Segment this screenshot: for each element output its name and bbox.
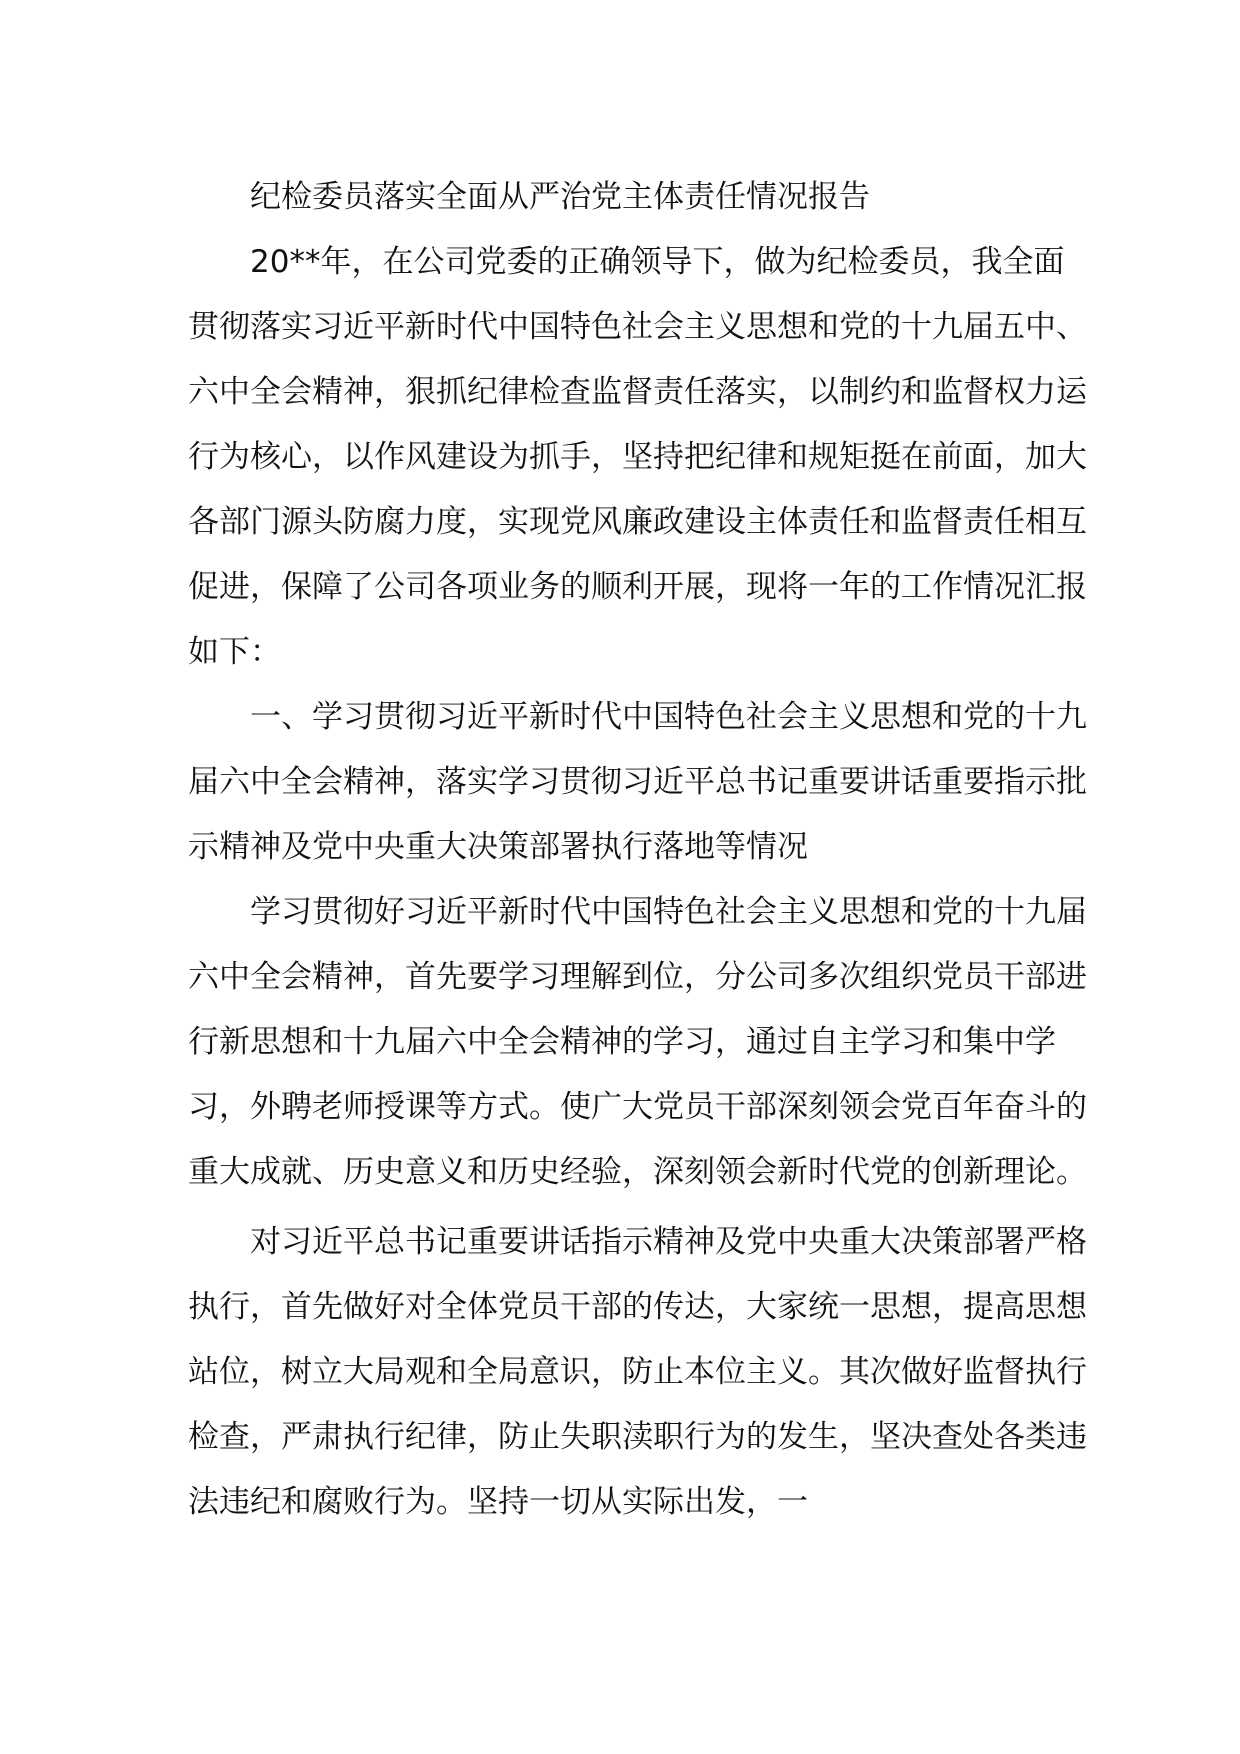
paragraph-study: 学习贯彻好习近平新时代中国特色社会主义思想和党的十九届六中全会精神，首先要学习理解到位，分公司多次组织党员干部进行新思想和十九届六中全会精神的学习，通过自主学习和集中学习，外聘老师授课等方式。使广大党员干部深刻领会党百年奋斗的重大成就、历史意义和历史经验，深刻领会新时代党的创新理论。 [188, 894, 1087, 1190]
paragraph-intro: 20**年，在公司党委的正确领导下，做为纪检委员，我全面贯彻落实习近平新时代中国特色社会主义思想和党的十九届五中、六中全会精神，狠抓纪律检查监督责任落实，以制约和监督权力运行为核心，以作风建设为抓手，坚持把纪律和规矩挺在前面，加大各部门源头防腐力度，实现党风廉政建设主体责任和监督责任相互促进，保障了公司各项业务的顺利开展，现将一年的工作情况汇报如下： [188, 244, 1087, 670]
section-heading-1: 一、学习贯彻习近平新时代中国特色社会主义思想和党的十九届六中全会精神，落实学习贯彻习近平总书记重要讲话重要指示批示精神及党中央重大决策部署执行落地等情况 [188, 699, 1087, 865]
document-body [188, 165, 1088, 1535]
paragraph-execution: 对习近平总书记重要讲话指示精神及党中央重大决策部署严格执行，首先做好对全体党员干部的传达，大家统一思想，提高思想站位，树立大局观和全局意识，防止本位主义。其次做好监督执行检查，严肃执行纪律，防止失职渎职行为的发生，坚决查处各类违法违纪和腐败行为。坚持一切从实际出发，一 [188, 1224, 1087, 1520]
document-title: 纪检委员落实全面从严治党主体责任情况报告 [250, 179, 870, 215]
